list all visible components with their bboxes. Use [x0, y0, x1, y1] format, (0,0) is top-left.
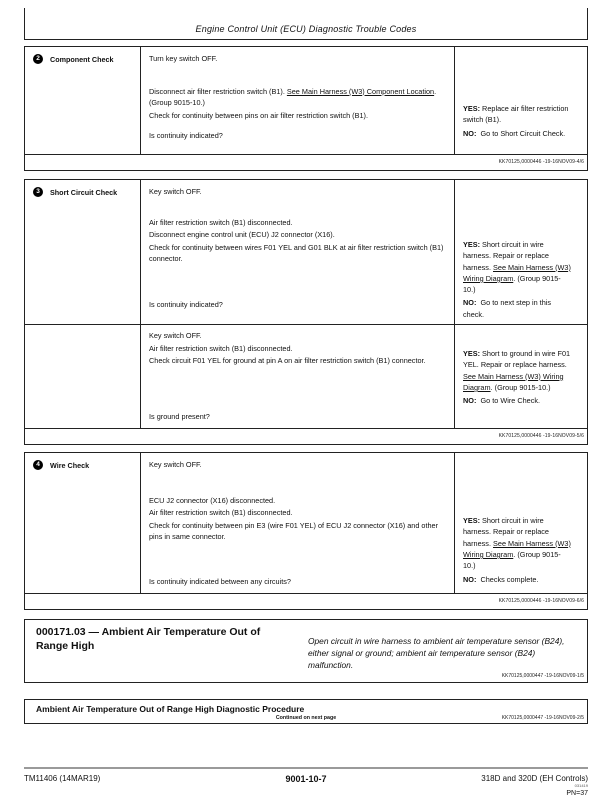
result-yes: YES: Short circuit in wire harness. Repair or replace harness. See Main Harness (W3) Wiring Diagram. (Group 9015-10.): [463, 516, 571, 571]
manual-number: TM11406 (14MAR19): [24, 774, 101, 784]
cross-reference-link[interactable]: See Main Harness (W3) Wiring Diagram: [463, 262, 571, 283]
step-number-badge: 3: [33, 187, 43, 197]
check-table-short-circuit-check: [24, 179, 588, 445]
procedure-text: Air filter restriction switch (B1) disconnected.: [149, 508, 293, 518]
dtc-heading-line2: Range High: [36, 639, 95, 652]
procedure-text: Key switch OFF.: [149, 460, 202, 470]
procedure-question: Is continuity indicated?: [149, 299, 223, 309]
procedure-cell: [140, 47, 455, 154]
step-number-badge: 2: [33, 54, 43, 64]
page-title: Engine Control Unit (ECU) Diagnostic Trouble Codes: [195, 24, 417, 34]
dtc-section: [24, 619, 588, 683]
dtc-description: Open circuit in wire harness to ambient air temperature sensor (B24), either signal or ground; ambient air temperature sensor (B24) malfunction.: [308, 636, 565, 670]
procedure-text: Disconnect air filter restriction switch (B1). See Main Harness (W3) Component Location. (Group 9015-10.): [149, 86, 437, 107]
print-stamp: 031419: [574, 783, 588, 789]
step-label-cell: [25, 47, 140, 154]
table-row: [25, 47, 587, 154]
procedure-title: Ambient Air Temperature Out of Range High Diagnostic Procedure: [36, 704, 305, 715]
procedure-text: Check circuit F01 YEL for ground at pin A on air filter restriction switch (B1) connector.: [149, 356, 426, 366]
footer-row: [24, 774, 588, 797]
control-code: KK70125,0000447 -19-16NOV09-1/5: [501, 673, 584, 680]
result-cell: [455, 180, 587, 324]
manual-page: [24, 0, 588, 797]
page-footer: [24, 767, 588, 797]
result-cell: [455, 453, 587, 593]
procedure-cell: [140, 180, 455, 324]
step-label: Component Check: [50, 54, 114, 64]
dtc-heading-line1: 000171.03 — Ambient Air Temperature Out of: [36, 626, 261, 639]
step-number-badge: 4: [33, 460, 43, 470]
procedure-section: [24, 699, 588, 724]
cross-reference-link[interactable]: See Main Harness (W3) Wiring Diagram: [463, 371, 564, 392]
cross-reference-link[interactable]: See Main Harness (W3) Component Location: [286, 86, 435, 96]
procedure-text: Check for continuity between pins on air filter restriction switch (B1).: [149, 110, 368, 120]
procedure-text: Key switch OFF.: [149, 187, 202, 196]
result-yes: YES: Short to ground in wire F01 YEL. Repair or replace harness. See Main Harness (W3) Wiring Diagram. (Group 9015-10.): [463, 349, 571, 392]
procedure-text: ECU J2 connector (X16) disconnected.: [149, 495, 276, 505]
continued-note: Continued on next page: [275, 715, 337, 722]
table-row: [25, 180, 587, 324]
procedure-question: Is ground present?: [149, 411, 210, 421]
procedure-text: Check for continuity between pin E3 (wire F01 YEL) of ECU J2 connector (X16) and other pins in same connector.: [149, 520, 439, 542]
result-yes: YES: Replace air filter restriction switch (B1).: [463, 104, 569, 125]
step-label: Wire Check: [50, 460, 90, 470]
step-label-cell: [25, 453, 140, 593]
footer-divider: [24, 767, 588, 769]
check-table-component-check: [24, 46, 588, 171]
page-header: [24, 8, 588, 40]
check-table-wire-check: [24, 452, 588, 610]
procedure-text: Key switch OFF.: [149, 331, 202, 341]
page-number: 9001-10-7: [285, 774, 327, 785]
cross-reference-link[interactable]: See Main Harness (W3) Wiring Diagram: [463, 538, 571, 559]
pn-number: PN=37: [566, 790, 588, 797]
control-code: KK70125,0000447 -19-16NOV09-2/5: [501, 715, 584, 722]
procedure-text: Air filter restriction switch (B1) disconnected.: [149, 343, 293, 353]
model-info: 318D and 320D (EH Controls): [481, 774, 588, 784]
procedure-question: Is continuity indicated between any circuits?: [149, 576, 291, 586]
procedure-text: Turn key switch OFF.: [149, 54, 218, 63]
result-no: NO: Checks complete.: [463, 574, 539, 584]
step-label-cell: [25, 180, 140, 324]
result-no: NO: Go to Wire Check.: [463, 396, 541, 406]
procedure-question: Is continuity indicated?: [149, 131, 223, 140]
table-row: [25, 453, 587, 593]
table-row: [25, 324, 587, 428]
step-label: Short Circuit Check: [50, 187, 118, 197]
procedure-cell: [140, 453, 455, 593]
procedure-cell: [140, 325, 455, 428]
control-code: KK70125,0000446 -19-16NOV09-6/6: [25, 593, 587, 609]
control-code: KK70125,0000446 -19-16NOV09-5/6: [25, 428, 587, 444]
result-no: NO: Go to Short Circuit Check.: [463, 128, 566, 138]
model-info-block: [400, 774, 588, 797]
dtc-section-heading: [36, 626, 326, 653]
result-cell: [455, 47, 587, 154]
result-yes: YES: Short circuit in wire harness. Repair or replace harness. See Main Harness (W3) Wiring Diagram. (Group 9015-10.): [463, 240, 571, 295]
procedure-text: Air filter restriction switch (B1) disconnected.: [149, 217, 293, 227]
step-label-cell: [25, 325, 140, 428]
procedure-text: Disconnect engine control unit (ECU) J2 connector (X16).: [149, 230, 335, 239]
result-no: NO: Go to next step in this check.: [463, 298, 552, 319]
control-code: KK70125,0000446 -19-16NOV09-4/6: [25, 154, 587, 170]
procedure-text: Check for continuity between wires F01 YEL and G01 BLK at air filter restriction switch (B1) connector.: [149, 242, 444, 263]
result-cell: [455, 325, 587, 428]
